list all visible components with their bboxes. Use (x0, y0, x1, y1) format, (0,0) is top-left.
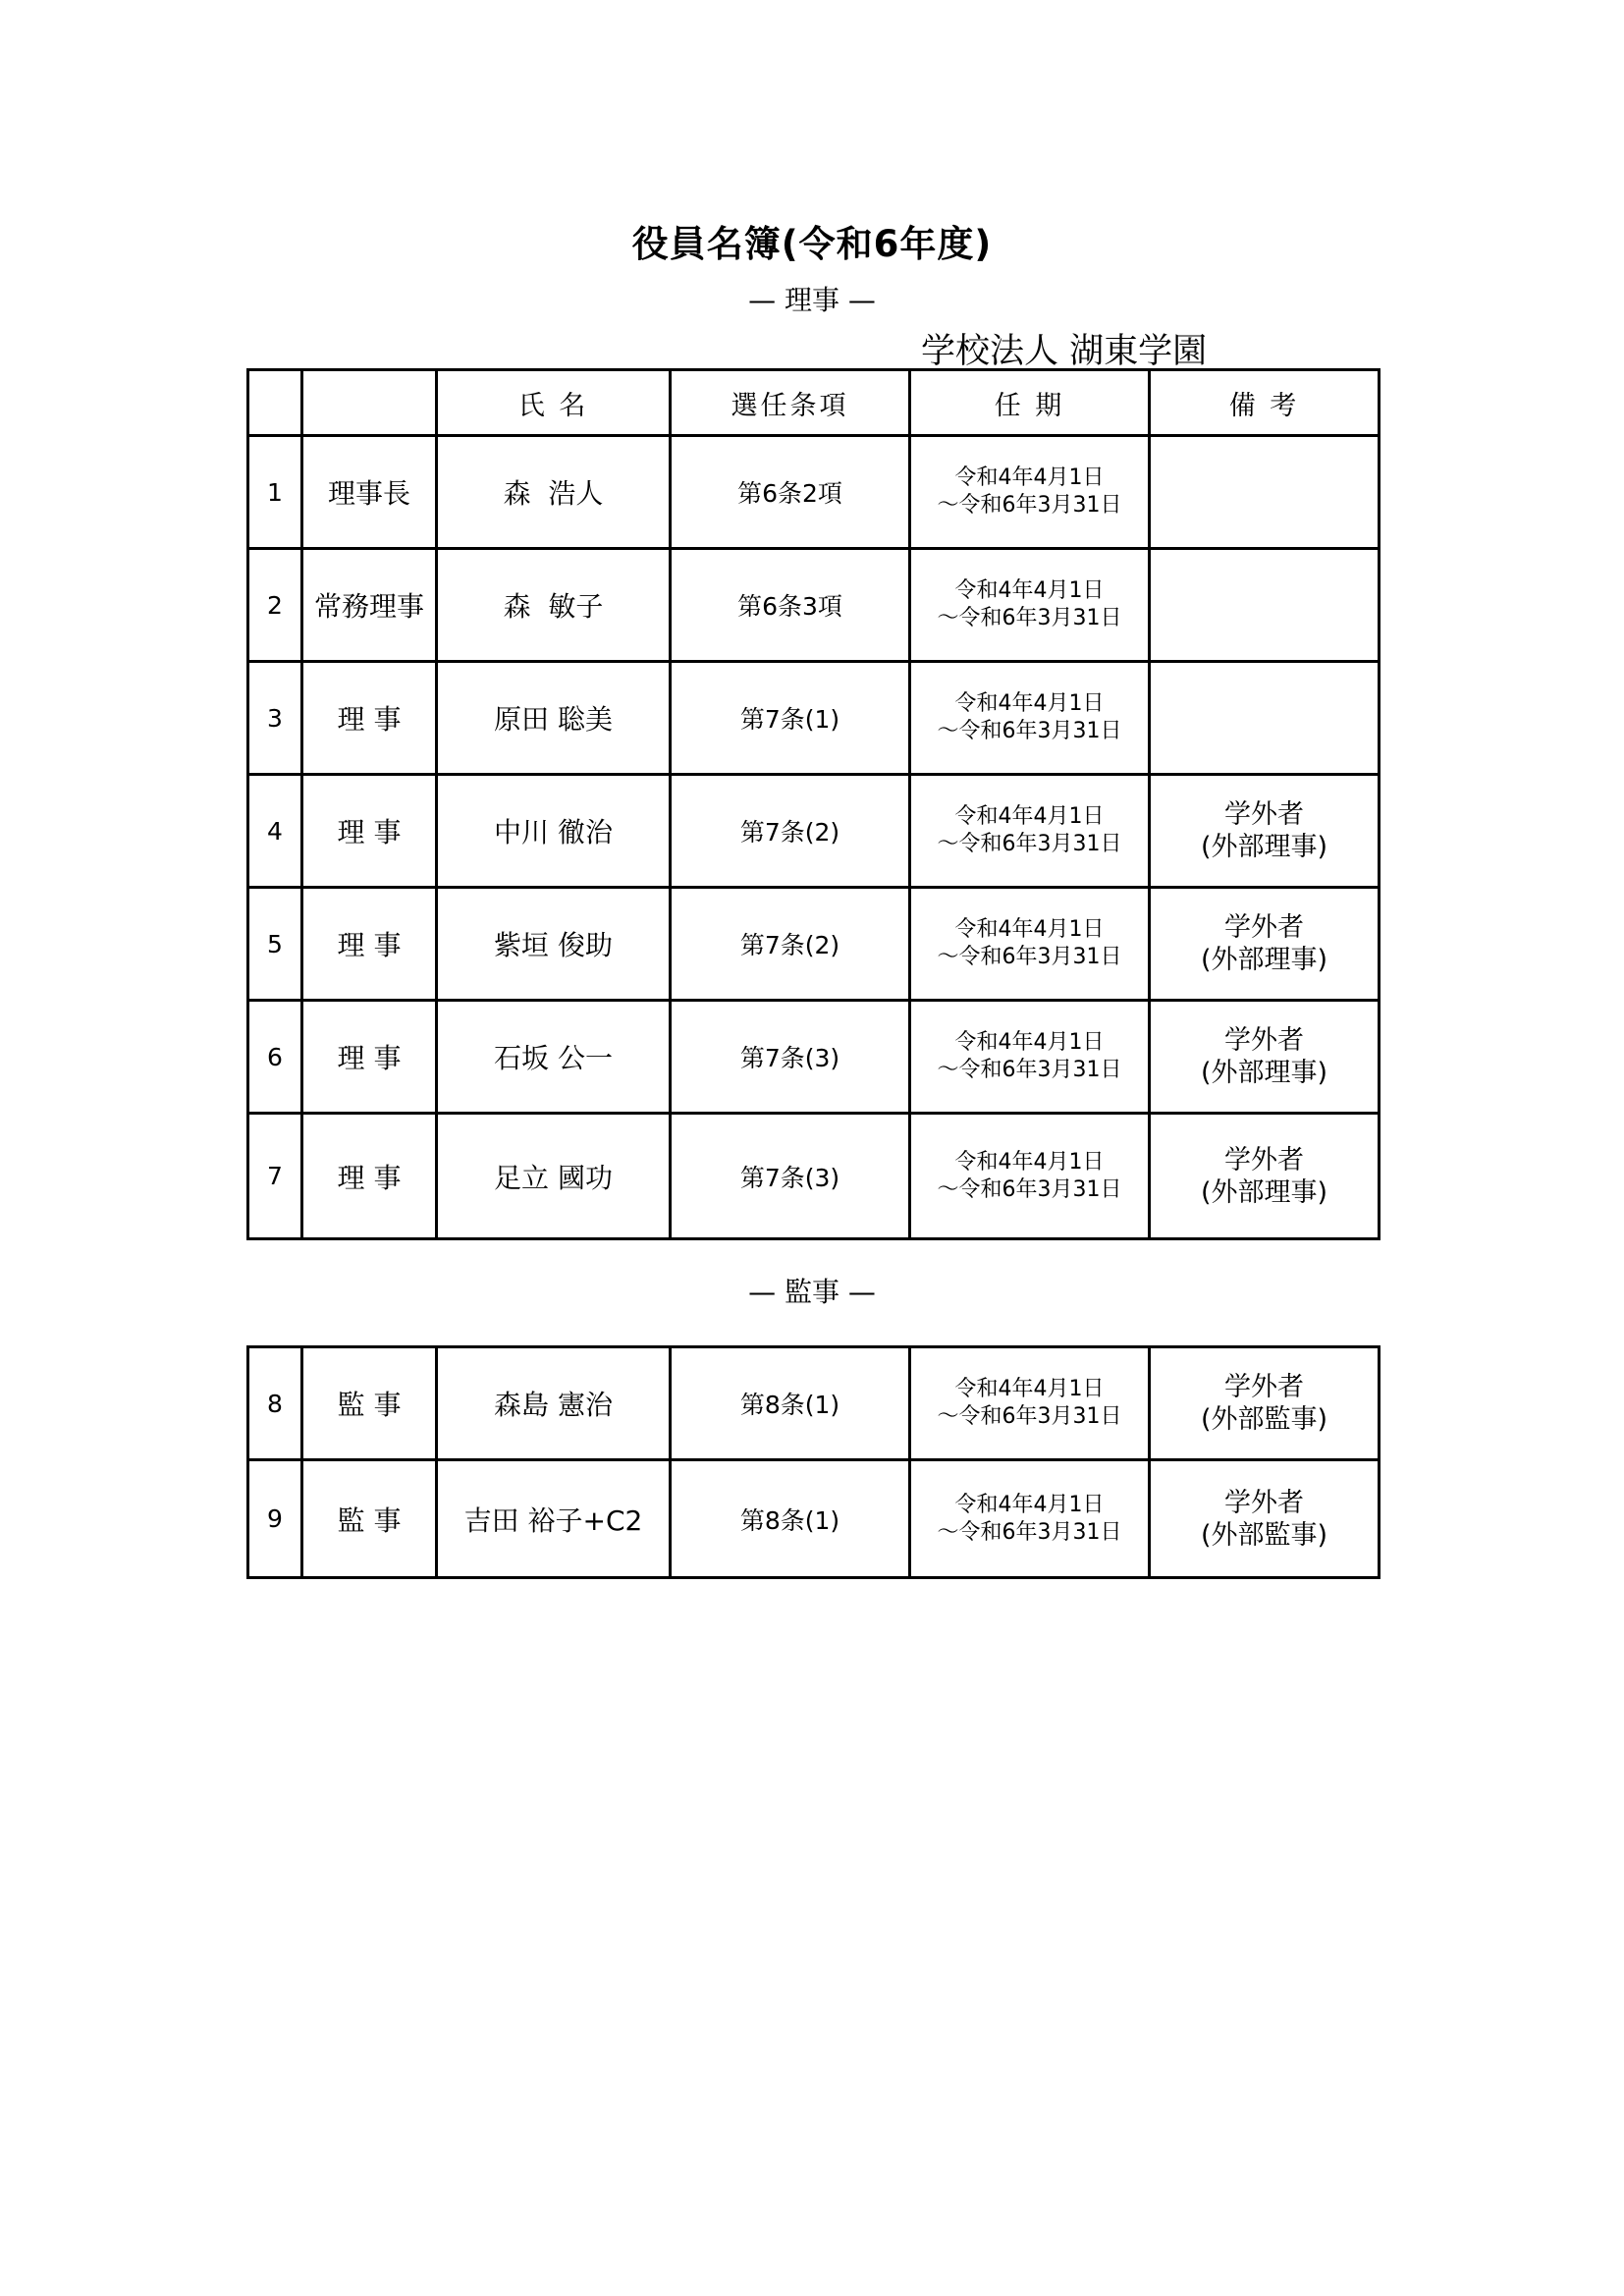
row-clause: 第8条(1) (671, 1347, 910, 1460)
term-start: 令和4年4月1日 (954, 1492, 1105, 1517)
auditors-section-heading: — 監事 — (748, 1276, 876, 1308)
row-name: 森 浩人 (437, 436, 671, 549)
row-term (910, 662, 1150, 775)
row-note (1150, 1460, 1380, 1578)
row-name: 足立 國功 (437, 1114, 671, 1239)
term-start: 令和4年4月1日 (954, 691, 1105, 716)
row-clause: 第7条(1) (671, 662, 910, 775)
row-role: 理 事 (302, 662, 437, 775)
header-clause: 選任条項 (671, 370, 910, 436)
row-clause: 第7条(2) (671, 888, 910, 1001)
note-line1: 学外者 (1224, 1144, 1304, 1175)
header-row (248, 370, 1380, 436)
term-start: 令和4年4月1日 (954, 804, 1105, 829)
directors-section-heading: — 理事 — (748, 284, 876, 316)
row-term (910, 1001, 1150, 1114)
header-name: 氏 名 (437, 370, 671, 436)
row-note (1150, 549, 1380, 662)
row-clause: 第7条(2) (671, 775, 910, 888)
header-role (302, 370, 437, 436)
term-start: 令和4年4月1日 (954, 1149, 1105, 1175)
directors-table (246, 368, 1380, 1240)
note-line2: (外部理事) (1200, 1058, 1328, 1088)
term-end: ～令和6年3月31日 (937, 719, 1122, 743)
header-note: 備 考 (1150, 370, 1380, 436)
table-row (248, 549, 1380, 662)
table-row (248, 662, 1380, 775)
row-term (910, 549, 1150, 662)
row-number: 4 (248, 775, 302, 888)
row-note (1150, 775, 1380, 888)
row-role: 監 事 (302, 1347, 437, 1460)
term-start: 令和4年4月1日 (954, 465, 1105, 490)
row-term (910, 775, 1150, 888)
row-name: 石坂 公一 (437, 1001, 671, 1114)
header-term: 任 期 (910, 370, 1150, 436)
note-line2: (外部監事) (1200, 1404, 1328, 1435)
row-name: 紫垣 俊助 (437, 888, 671, 1001)
note-line2: (外部監事) (1200, 1519, 1328, 1551)
table-row (248, 1347, 1380, 1460)
row-name: 原田 聡美 (437, 662, 671, 775)
row-clause: 第6条2項 (671, 436, 910, 549)
row-number: 3 (248, 662, 302, 775)
row-clause: 第7条(3) (671, 1001, 910, 1114)
organization-name: 学校法人 湖東学園 (921, 332, 1208, 371)
auditors-table (246, 1345, 1380, 1579)
term-end: ～令和6年3月31日 (937, 1176, 1122, 1202)
row-number: 1 (248, 436, 302, 549)
table-row (248, 1114, 1380, 1239)
row-number: 9 (248, 1460, 302, 1578)
header-no (248, 370, 302, 436)
term-end: ～令和6年3月31日 (937, 1519, 1122, 1545)
term-end: ～令和6年3月31日 (937, 493, 1122, 518)
row-name: 中川 徹治 (437, 775, 671, 888)
note-line1: 学外者 (1224, 912, 1304, 943)
term-start: 令和4年4月1日 (954, 1377, 1105, 1401)
term-end: ～令和6年3月31日 (937, 606, 1122, 630)
row-note (1150, 1001, 1380, 1114)
row-note (1150, 1347, 1380, 1460)
row-term (910, 888, 1150, 1001)
row-name: 森 敏子 (437, 549, 671, 662)
table-row (248, 1001, 1380, 1114)
note-line1: 学外者 (1224, 1372, 1304, 1402)
row-note (1150, 662, 1380, 775)
row-role: 理 事 (302, 775, 437, 888)
row-number: 8 (248, 1347, 302, 1460)
note-line2: (外部理事) (1200, 832, 1328, 862)
row-role: 理事長 (302, 436, 437, 549)
table-row (248, 436, 1380, 549)
term-start: 令和4年4月1日 (954, 1030, 1105, 1055)
row-term (910, 1114, 1150, 1239)
note-line1: 学外者 (1224, 1025, 1304, 1056)
row-note (1150, 888, 1380, 1001)
note-line1: 学外者 (1224, 1487, 1304, 1518)
term-start: 令和4年4月1日 (954, 578, 1105, 603)
row-name: 吉田 裕子+C2 (437, 1460, 671, 1578)
row-number: 2 (248, 549, 302, 662)
row-number: 5 (248, 888, 302, 1001)
row-note (1150, 1114, 1380, 1239)
note-line2: (外部理事) (1200, 945, 1328, 975)
note-line1: 学外者 (1224, 799, 1304, 830)
table-row (248, 888, 1380, 1001)
term-end: ～令和6年3月31日 (937, 1404, 1122, 1429)
table-row (248, 1460, 1380, 1578)
row-name: 森島 憲治 (437, 1347, 671, 1460)
row-term (910, 436, 1150, 549)
row-role: 監 事 (302, 1460, 437, 1578)
row-role: 常務理事 (302, 549, 437, 662)
note-line2: (外部理事) (1200, 1176, 1328, 1208)
row-number: 6 (248, 1001, 302, 1114)
term-end: ～令和6年3月31日 (937, 945, 1122, 969)
row-note (1150, 436, 1380, 549)
row-clause: 第6条3項 (671, 549, 910, 662)
row-clause: 第7条(3) (671, 1114, 910, 1239)
row-role: 理 事 (302, 888, 437, 1001)
row-clause: 第8条(1) (671, 1460, 910, 1578)
row-role: 理 事 (302, 1114, 437, 1239)
row-role: 理 事 (302, 1001, 437, 1114)
page-title: 役員名簿(令和6年度) (631, 223, 993, 265)
row-term (910, 1460, 1150, 1578)
row-number: 7 (248, 1114, 302, 1239)
term-start: 令和4年4月1日 (954, 917, 1105, 942)
term-end: ～令和6年3月31日 (937, 1058, 1122, 1082)
row-term (910, 1347, 1150, 1460)
table-row (248, 775, 1380, 888)
term-end: ～令和6年3月31日 (937, 832, 1122, 856)
